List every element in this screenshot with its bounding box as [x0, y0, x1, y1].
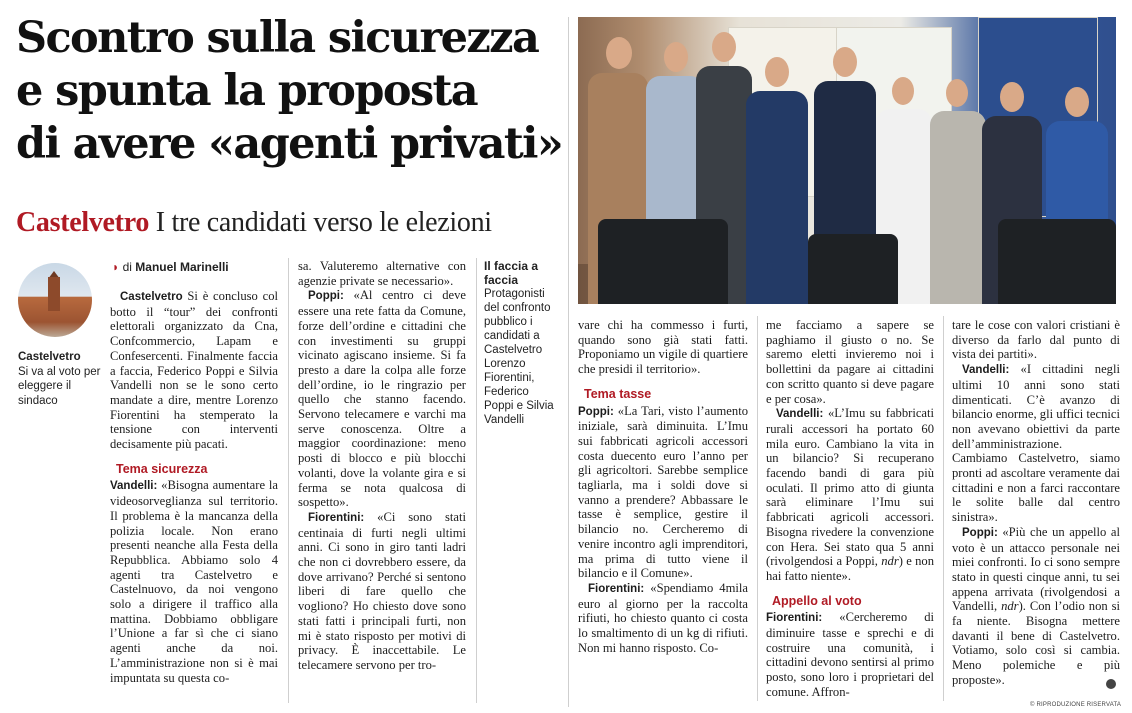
column-divider — [757, 316, 758, 701]
paragraph-text: «Cercheremo di diminuire tasse e sprechi e di costruire una comunità, i cittadini devono sentirsi al primo posto, sono loro i proprietari del comune. Affron- — [766, 610, 934, 699]
section-heading-sicurezza: Tema sicurezza — [116, 461, 208, 476]
article-column-5 — [952, 318, 1120, 688]
headline-line-1: Scontro sulla sicurezza — [16, 13, 539, 63]
paragraph-text: «La Tari, visto l’aumento iniziale, sarà diminuita. L’Imu sui fabbricati agricoli accessori costa duecento euro l’anno per gli agricoltori. Sarebbe semplice tagliarla, ma i soldi dove si vanno a prendere? Abbassare le tasse è semplice, gestire il bilancio no. Cercheremo di venire incontro agli imprenditori, ma prima di tutto viene il bilancio e il Comune». — [578, 403, 748, 581]
kicker: Castelvetro — [16, 207, 150, 238]
editor-note: ndr — [1001, 599, 1019, 614]
paragraph — [766, 610, 934, 699]
paragraph — [298, 288, 466, 510]
event-photo — [578, 17, 1116, 304]
lead-text: Si è concluso col botto il “tour” dei confronti elettorali organizzato da Cna, Confcommercio, Lapam e Confesercenti. Finalmente faccia a faccia, Federico Poppi e Silvia Vandelli non se le sono certo mandate a dire, mentre Lorenzo Fiorentini ha stemperato la tensione con interventi decisamente più pacati. — [110, 289, 278, 452]
headline — [16, 12, 566, 171]
speaker-label: Vandelli: — [110, 480, 158, 493]
speaker-label: Poppi: — [308, 290, 344, 303]
headline-line-3: di avere «agenti privati» — [16, 119, 563, 169]
byline-author: Manuel Marinelli — [135, 260, 229, 274]
paragraph-text: ). Con l’odio non si fa niente. Bisogna mettere davanti il bene di Castelvetro. Votiamo, solo così si cambia. Meno polemiche e più proposte». — [952, 599, 1120, 687]
thumbnail-caption — [18, 350, 104, 408]
paragraph-text: «Spendiamo 4mila euro al giorno per la raccolta rifiuti, ho chiesto quanto ci costa lo smaltimento di un kg di rifiuti. Non mi hanno risposto. Co- — [578, 580, 748, 655]
speaker-label: Poppi: — [962, 526, 998, 539]
speaker-label: Fiorentini: — [308, 511, 365, 524]
paragraph-text: me facciamo a sapere se paghiamo il giusto o no. Se saremo eletti invieremo noi i bollettini da pagare ai cittadini con scritto quanto si deve pagare e per cosa». — [766, 318, 934, 406]
byline — [112, 260, 292, 274]
armchair — [998, 219, 1116, 304]
paragraph-text: ) e non hai fatto niente». — [766, 554, 934, 583]
paragraph-text: sa. Valuteremo alternative con agenzie private se necessario». — [298, 259, 466, 288]
paragraph — [766, 406, 934, 583]
speaker-label: Vandelli: — [776, 408, 824, 421]
column-divider — [288, 258, 289, 703]
paragraph-text: vare chi ha commesso i furti, quando sono già stati fatti. Proponiamo un vigile di quartiere che presidi il territorio». — [578, 318, 748, 377]
armchair — [808, 234, 898, 304]
armchair — [598, 219, 728, 304]
paragraph — [952, 362, 1120, 525]
article-column-4 — [766, 318, 934, 700]
speaker-label: Vandelli: — [962, 364, 1010, 377]
caption-text: Si va al voto per eleggere il sindaco — [18, 365, 101, 407]
column-divider — [943, 316, 944, 701]
location-thumbnail — [18, 263, 92, 337]
paragraph — [110, 478, 278, 685]
copyright-credit: © RIPRODUZIONE RISERVATA — [1030, 702, 1122, 708]
article-column-2 — [298, 259, 466, 673]
headline-line-2: e spunta la proposta — [16, 66, 478, 116]
speaker-label: Fiorentini: — [766, 612, 823, 625]
paragraph — [578, 581, 748, 656]
paragraph-text: «I cittadini negli ultimi 10 anni sono stati dimenticati. C’è avanzo di bilancio enorme, gli uffici tecnici non avevano obiettivi da parte dell’amministrazione. Cambiamo Castelvetro, siamo pronti ad ascoltare veramente dai cittadini e non a farci raccontare le solite balle dal centro sinistra». — [952, 362, 1120, 525]
article-column-1 — [110, 289, 278, 685]
kicker-line — [16, 207, 566, 239]
paragraph — [298, 510, 466, 673]
lead-paragraph — [110, 289, 278, 452]
editor-note: ndr — [881, 554, 899, 569]
paragraph-text: tare le cose con valori cristiani è diverso da farlo dal punto di vista dei partiti». — [952, 318, 1120, 362]
paragraph — [952, 525, 1120, 688]
section-heading-tasse: Tema tasse — [584, 386, 652, 401]
lead-place: Castelvetro — [120, 291, 183, 303]
speaker-label: Fiorentini: — [588, 582, 645, 595]
tower-shape — [48, 277, 60, 311]
paragraph-text: «Più che un appello al voto è un attacco personale nei miei confronti. Io ci sono sempre stato in questi cinque anni, tu sei appena arrivata (rivolgendosi a Vandelli, — [952, 524, 1120, 614]
speaker-label: Poppi: — [578, 405, 614, 418]
byline-prefix: di — [122, 260, 132, 274]
paragraph-text: «L’Imu su fabbricati rurali accessori ha portato 60 mila euro. Cambiano la vita in un bilancio? Si recuperano facendo bandi di gara più oculati. Il primo atto di giunta sarà eliminare l’Imu sui fabbricati agricoli accessori. Bisogna rivedere la convenzione con Hera. Sei stato qua 5 anni (rivolgendosi a Poppi, — [766, 406, 934, 569]
paragraph-text: «Al centro ci deve essere una rete fatta da Comune, forze dell’ordine e cittadini che con investimenti su gruppi vicinato agiscano insieme. Si fa presto a dare la colpa alle forze dell’ordine, io le ringrazio per quello che stanno facendo. Servono telecamere e varchi ma serve conoscenza. Oltre a maggior coordinazione: meno posti di blocco e più blocchi volanti, dove la volante gira e si ferma se nota qualcosa di sospetto». — [298, 288, 466, 510]
byline-marker-icon: ◗ — [112, 260, 120, 274]
person-figure — [746, 57, 808, 304]
paragraph — [578, 404, 748, 581]
sidebar-title: Il faccia a faccia — [484, 259, 539, 287]
sidebar-box — [484, 259, 554, 427]
caption-place: Castelvetro — [18, 351, 81, 363]
paragraph-text: «Ci sono stati centinaia di furti negli ultimi anni. Ci sono in giro tanti ladri che non ci dovrebbero essere, da dove arrivano? Perché si sentono liberi di fare quello che vogliono? Ho chiesto dove sono stati fatti i principali furti, non mi è stato risposto per motivi di privacy. È inaccettabile. Le telecamere servono per tro- — [298, 509, 466, 672]
paragraph-text: «Bisogna aumentare la videosorveglianza sul territorio. Il problema è la mancanza della polizia locale. Non erano presenti neanche alla Festa della Repubblica. Abbiamo solo 4 agenti tra Castelvetro e Castelnuovo, da noi vengono solo a dirigere il traffico alla mattina. Dobbiamo obbligare l’Unione a far sì che ci siano agenti anche da noi. L’amministrazione non si è mai impuntata su questa co- — [110, 478, 279, 685]
person-figure — [930, 79, 986, 304]
article-column-3 — [578, 318, 748, 655]
column-divider — [476, 258, 477, 703]
article-end-mark — [1106, 679, 1116, 689]
sidebar-text: Protagonisti del confronto pubblico i candidati a Castelvetro Lorenzo Fiorentini, Federico Poppi e Silvia Vandelli — [484, 288, 554, 426]
subhead: I tre candidati verso le elezioni — [155, 207, 492, 238]
section-heading-appello: Appello al voto — [772, 593, 862, 608]
column-divider — [568, 17, 569, 707]
